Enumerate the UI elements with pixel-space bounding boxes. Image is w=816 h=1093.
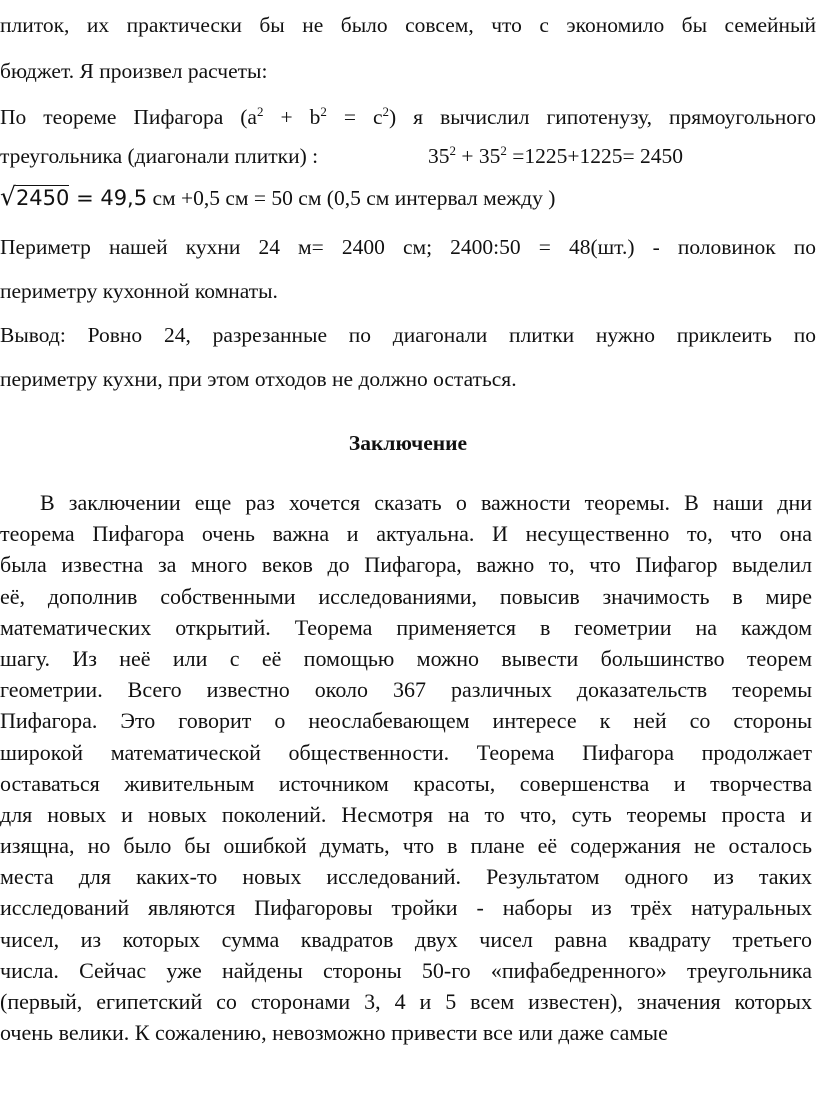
paragraph-line: (первый, египетский со сторонами 3, 4 и 5 всем известен), значения которых [0,989,812,1014]
paragraph-line: чисел, из которых сумма квадратов двух чисел равна квадрату третьего [0,926,812,952]
paragraph-line: шагу. Из неё или с её помощью можно вывести большинство теорем [0,645,812,671]
calculation-label: треугольника (диагонали плитки) : [0,144,319,168]
paragraph-line: числа. Сейчас уже найдены стороны 50-го «пифабедренного» треугольника [0,957,812,983]
paragraph-line: места для каких-то новых исследований. Результатом одного из таких [0,864,812,890]
paragraph-line: периметру кухонной комнаты. [0,279,278,303]
paragraph-line: плиток, их практически бы не было совсем, что с экономило бы семейный [0,13,816,37]
formula-text: По теореме Пифагора $(a^2 + b^2 = c^2)$ я вычислил гипотенузу, прямоугольного [0,104,816,129]
paragraph-line: для новых и новых поколений. Несмотря на то что, суть теоремы проста и [0,801,812,827]
paragraph-line: исследований являются Пифагоровы тройки - наборы из трёх натуральных [0,895,812,921]
paragraph-line: оставаться живительным источником красоты, совершенства и творчества [0,770,812,796]
square-root-expression: √2450 = 49,5 [0,182,148,211]
square-root-remark: см +0,5 см = 50 см (0,5 см интервал между ) [147,186,556,210]
paragraph-line: была известна за много веков до Пифагора, важно то, что Пифагор выделил [0,552,812,578]
paragraph-line: бюджет. Я произвел расчеты: [0,59,268,83]
paragraph-line: Пифагора. Это говорит о неослабевающем интересе к ней со стороны [0,708,812,734]
square-root-line [0,184,816,211]
paragraph-line: математических открытий. Теорема применяется в геометрии на каждом [0,614,812,640]
paragraph-line: периметру кухни, при этом отходов не должно остаться. [0,367,517,391]
paragraph-line: очень велики. К сожалению, невозможно привести все или даже самые [0,1020,668,1046]
paragraph-line: В заключении еще раз хочется сказать о важности теоремы. В наши дни [40,490,812,515]
paragraph-line: геометрии. Всего известно около 367 различных доказательств теоремы [0,677,812,703]
calculation-expression: $35^2 + 35^2 =1225+1225= 2450$ [428,143,684,168]
radical-sign: √ [0,182,16,211]
conclusion-paragraph [0,487,812,1048]
paragraph-line: изящна, но было бы ошибкой думать, что в плане её содержания не осталось [0,833,812,859]
paragraph-line: широкой математической общественности. Теорема Пифагора продолжает [0,739,812,765]
conclusion-output-line: Вывод: Ровно 24, разрезанные по диагонали плитки нужно приклеить по [0,323,816,347]
calculation-line [0,143,816,169]
pythagoras-formula-line [0,104,816,130]
paragraph-line: её, дополнив собственными исследованиями, повысив значимость в мире [0,583,812,609]
paragraph-line: теорема Пифагора очень важна и актуальна. И несущественно то, что она [0,521,812,547]
paragraph-line: Периметр нашей кухни 24 м= 2400 см; 2400:50 = 48(шт.) - половинок по [0,235,816,259]
section-heading: Заключение [348,431,468,455]
